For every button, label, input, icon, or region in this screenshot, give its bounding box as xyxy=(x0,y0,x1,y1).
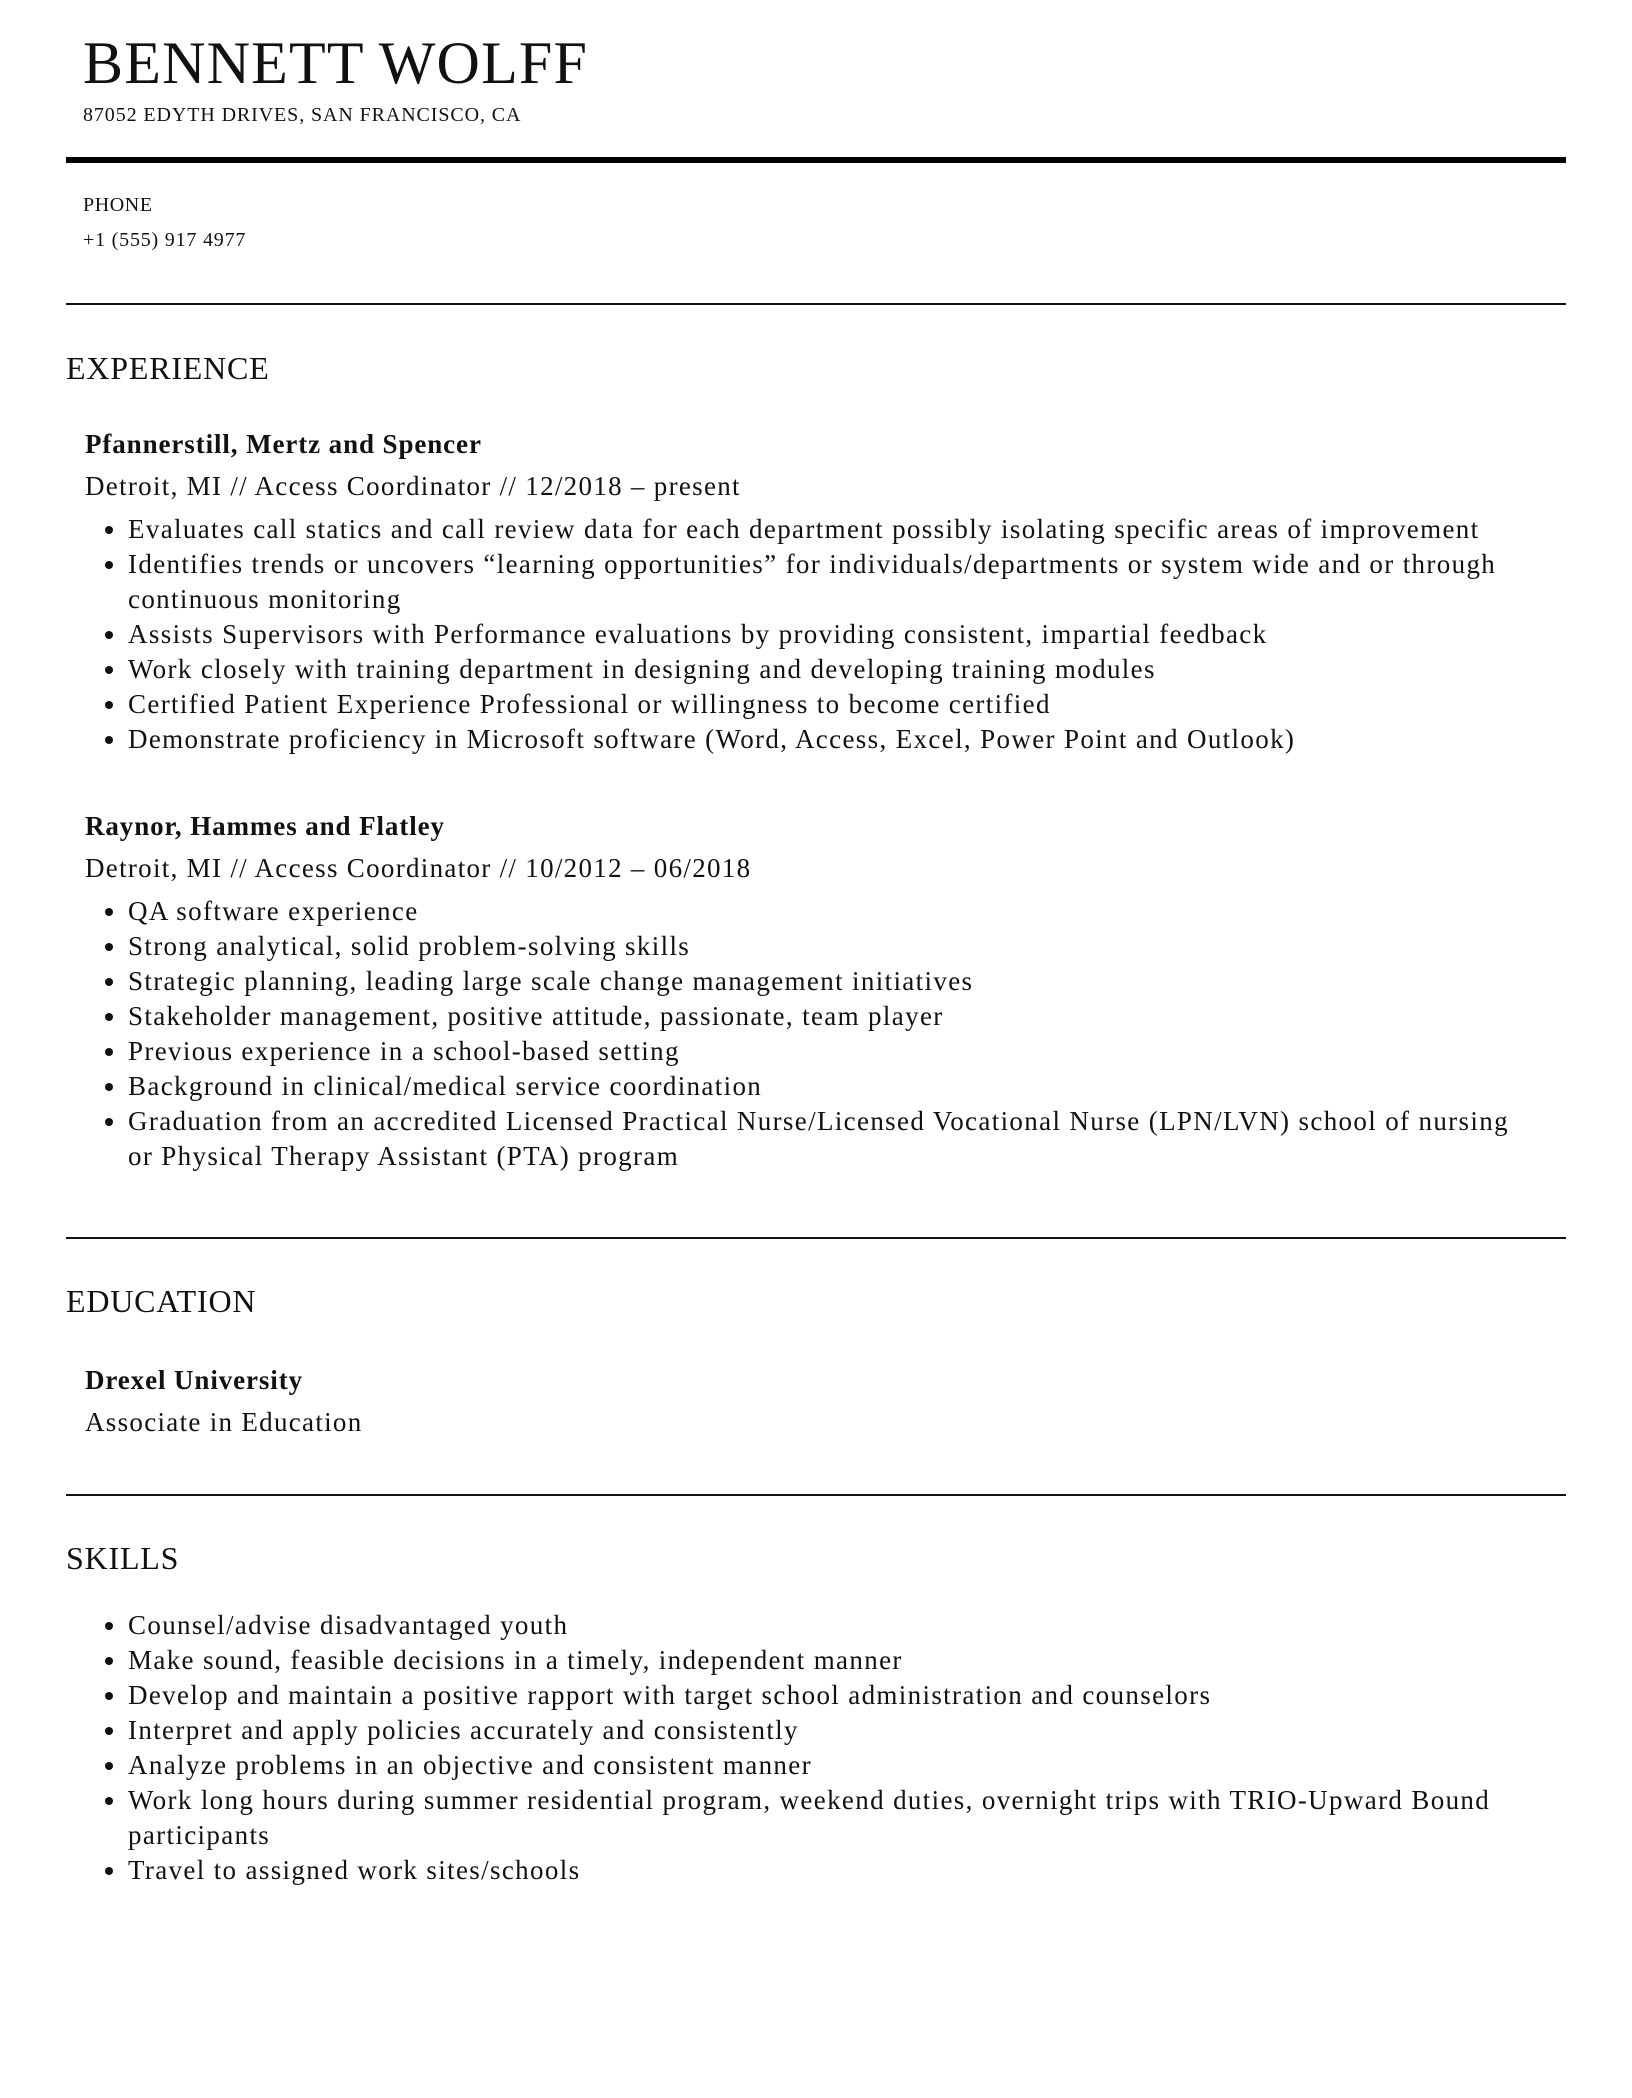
job-bullets xyxy=(85,512,1533,757)
skill-item: Counsel/advise disadvantaged youth xyxy=(128,1608,1533,1643)
experience-heading: EXPERIENCE xyxy=(66,350,270,386)
skill-item: Analyze problems in an objective and consistent manner xyxy=(128,1748,1533,1783)
bullet-dot-icon xyxy=(105,1867,113,1875)
bullet-dot-icon xyxy=(105,1692,113,1700)
bullet-item: Stakeholder management, positive attitude, passionate, team player xyxy=(128,999,1533,1034)
bullet-item: Certified Patient Experience Professional or willingness to become certified xyxy=(128,687,1533,722)
bullet-dot-icon xyxy=(105,978,113,986)
degree: Associate in Education xyxy=(85,1407,363,1437)
bullet-item: Background in clinical/medical service coordination xyxy=(128,1069,1533,1104)
job-bullets xyxy=(85,894,1533,1174)
bullet-dot-icon xyxy=(105,1013,113,1021)
bullet-dot-icon xyxy=(105,1048,113,1056)
candidate-address: 87052 EDYTH DRIVES, SAN FRANCISCO, CA xyxy=(83,104,522,126)
phone-value: +1 (555) 917 4977 xyxy=(83,229,247,251)
bullet-item: Graduation from an accredited Licensed Practical Nurse/Licensed Vocational Nurse (LPN/LVN) school of nursing or Physical Therapy Assistant (PTA) program xyxy=(128,1104,1533,1174)
contact-divider xyxy=(66,303,1566,305)
bullet-dot-icon xyxy=(105,943,113,951)
bullet-item: Previous experience in a school-based setting xyxy=(128,1034,1533,1069)
bullet-dot-icon xyxy=(105,631,113,639)
bullet-item: QA software experience xyxy=(128,894,1533,929)
bullet-item: Assists Supervisors with Performance evaluations by providing consistent, impartial feedback xyxy=(128,617,1533,652)
candidate-name: BENNETT WOLFF xyxy=(83,30,589,96)
bullet-dot-icon xyxy=(105,1797,113,1805)
bullet-dot-icon xyxy=(105,666,113,674)
skill-item: Interpret and apply policies accurately and consistently xyxy=(128,1713,1533,1748)
job-entry xyxy=(85,809,1555,1174)
bullet-dot-icon xyxy=(105,1083,113,1091)
job-company: Pfannerstill, Mertz and Spencer xyxy=(85,429,482,459)
skills-entry xyxy=(85,1608,1555,1888)
job-details: Detroit, MI // Access Coordinator // 12/2018 – present xyxy=(85,471,741,501)
bullet-dot-icon xyxy=(105,1762,113,1770)
job-entry xyxy=(85,427,1555,757)
education-divider xyxy=(66,1494,1566,1496)
skill-item: Travel to assigned work sites/schools xyxy=(128,1853,1533,1888)
job-details: Detroit, MI // Access Coordinator // 10/2012 – 06/2018 xyxy=(85,853,752,883)
skill-item: Work long hours during summer residential program, weekend duties, overnight trips with TRIO-Upward Bound participants xyxy=(128,1783,1533,1853)
bullet-dot-icon xyxy=(105,526,113,534)
skills-list xyxy=(85,1608,1533,1888)
education-entry xyxy=(85,1363,1555,1440)
bullet-dot-icon xyxy=(105,561,113,569)
phone-label: PHONE xyxy=(83,194,153,216)
bullet-dot-icon xyxy=(105,1118,113,1126)
bullet-item: Evaluates call statics and call review data for each department possibly isolating specific areas of improvement xyxy=(128,512,1533,547)
bullet-item: Strategic planning, leading large scale change management initiatives xyxy=(128,964,1533,999)
skill-item: Make sound, feasible decisions in a timely, independent manner xyxy=(128,1643,1533,1678)
bullet-item: Demonstrate proficiency in Microsoft software (Word, Access, Excel, Power Point and Outlook) xyxy=(128,722,1533,757)
bullet-dot-icon xyxy=(105,736,113,744)
experience-divider xyxy=(66,1237,1566,1239)
bullet-dot-icon xyxy=(105,1622,113,1630)
bullet-dot-icon xyxy=(105,701,113,709)
bullet-dot-icon xyxy=(105,1657,113,1665)
bullet-item: Identifies trends or uncovers “learning opportunities” for individuals/departments or system wide and or through continuous monitoring xyxy=(128,547,1533,617)
skills-heading: SKILLS xyxy=(66,1540,180,1576)
bullet-item: Work closely with training department in designing and developing training modules xyxy=(128,652,1533,687)
bullet-dot-icon xyxy=(105,1727,113,1735)
header-divider xyxy=(66,157,1566,163)
bullet-dot-icon xyxy=(105,908,113,916)
school-name: Drexel University xyxy=(85,1365,303,1395)
skill-item: Develop and maintain a positive rapport with target school administration and counselors xyxy=(128,1678,1533,1713)
job-company: Raynor, Hammes and Flatley xyxy=(85,811,445,841)
bullet-item: Strong analytical, solid problem-solving skills xyxy=(128,929,1533,964)
education-heading: EDUCATION xyxy=(66,1283,257,1319)
